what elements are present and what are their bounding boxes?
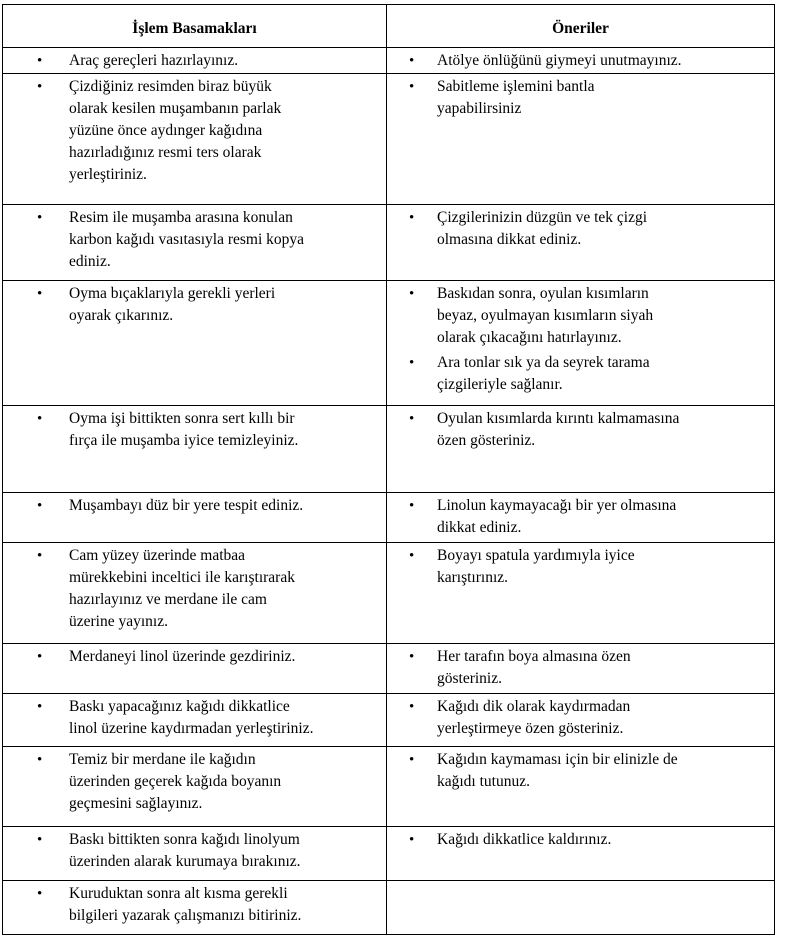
step-cell — [3, 543, 387, 644]
bullet-icon: • — [37, 53, 43, 69]
suggestion-list — [387, 495, 774, 539]
step-list — [3, 283, 386, 327]
list-item — [3, 749, 386, 815]
suggestion-text: Kağıdı dikkatlice kaldırınız. — [437, 831, 612, 848]
table-row — [3, 406, 775, 493]
suggestion-list — [387, 408, 774, 452]
suggestion-text: Atölye önlüğünü giymeyi unutmayınız. — [437, 52, 682, 69]
suggestion-list — [387, 50, 774, 72]
suggestion-text: Kağıdı dik olarak kaydırmadan yerleştirmeye özen gösteriniz. — [437, 698, 631, 737]
suggestion-list — [387, 696, 774, 740]
bullet-icon: • — [37, 210, 43, 226]
table-row — [3, 205, 775, 281]
step-text: Temiz bir merdane ile kağıdın üzerinden geçerek kağıda boyanın geçmesini sağlayınız. — [69, 751, 282, 812]
suggestion-cell — [387, 74, 775, 205]
step-list — [3, 749, 386, 815]
bullet-icon: • — [409, 286, 415, 302]
bullet-icon: • — [37, 79, 43, 95]
suggestion-text: Sabitleme işlemini bantla yapabilirsiniz — [437, 78, 595, 117]
list-item — [387, 283, 774, 349]
list-item — [3, 883, 386, 927]
step-list — [3, 646, 386, 668]
table-row — [3, 881, 775, 935]
suggestion-text: Baskıdan sonra, oyulan kısımların beyaz, oyulmayan kısımların siyah olarak çıkacağını hatırlayınız. — [437, 285, 654, 346]
step-text: Araç gereçleri hazırlayınız. — [69, 52, 239, 69]
table-row — [3, 493, 775, 543]
bullet-icon: • — [37, 699, 43, 715]
list-item — [3, 495, 386, 517]
bullet-icon: • — [37, 548, 43, 564]
step-cell — [3, 747, 387, 827]
step-list — [3, 408, 386, 452]
bullet-icon: • — [409, 411, 415, 427]
suggestion-list — [387, 207, 774, 251]
table-row — [3, 644, 775, 694]
step-text: Oyma işi bittikten sonra sert kıllı bir fırça ile muşamba iyice temizleyiniz. — [69, 410, 299, 449]
step-cell — [3, 281, 387, 406]
suggestion-cell — [387, 205, 775, 281]
step-cell — [3, 827, 387, 881]
suggestion-cell — [387, 881, 775, 935]
list-item — [387, 352, 774, 396]
bullet-icon: • — [37, 286, 43, 302]
suggestion-cell — [387, 827, 775, 881]
suggestion-list — [387, 749, 774, 793]
bullet-icon: • — [409, 832, 415, 848]
list-item — [3, 829, 386, 873]
step-text: Kuruduktan sonra alt kısma gerekli bilgileri yazarak çalışmanızı bitiriniz. — [69, 885, 302, 924]
table-row — [3, 747, 775, 827]
bullet-icon: • — [37, 832, 43, 848]
bullet-icon: • — [409, 649, 415, 665]
list-item — [387, 696, 774, 740]
step-text: Çizdiğiniz resimden biraz büyük olarak kesilen muşambanın parlak yüzüne önce aydınger kağıdına hazırladığınız resmi ters olarak yerleştiriniz. — [69, 78, 282, 183]
step-text: Baskı bittikten sonra kağıdı linolyum üzerinden alarak kurumaya bırakınız. — [69, 831, 301, 870]
steps-table — [2, 4, 775, 935]
step-text: Muşambayı düz bir yere tespit ediniz. — [69, 497, 304, 514]
list-item — [387, 495, 774, 539]
step-cell — [3, 881, 387, 935]
bullet-icon: • — [409, 355, 415, 371]
suggestion-text: Boyayı spatula yardımıyla iyice karıştırınız. — [437, 547, 635, 586]
header-suggestions: Öneriler — [387, 5, 775, 48]
suggestion-text: Kağıdın kaymaması için bir elinizle de kağıdı tutunuz. — [437, 751, 678, 790]
header-steps: İşlem Basamakları — [3, 5, 387, 48]
list-item — [3, 696, 386, 740]
suggestion-list — [387, 76, 774, 120]
table-body — [3, 48, 775, 935]
list-item — [3, 646, 386, 668]
step-text: Merdaneyi linol üzerinde gezdiriniz. — [69, 648, 296, 665]
step-text: Baskı yapacağınız kağıdı dikkatlice linol üzerine kaydırmadan yerleştiriniz. — [69, 698, 314, 737]
step-cell — [3, 406, 387, 493]
suggestion-text: Ara tonlar sık ya da seyrek tarama çizgileriyle sağlanır. — [437, 354, 650, 393]
bullet-icon: • — [409, 53, 415, 69]
header-row — [3, 5, 775, 48]
step-cell — [3, 493, 387, 543]
list-item — [3, 545, 386, 633]
step-text: Resim ile muşamba arasına konulan karbon kağıdı vasıtasıyla resmi kopya ediniz. — [69, 209, 305, 270]
step-list — [3, 883, 386, 927]
suggestion-list — [387, 829, 774, 851]
bullet-icon: • — [409, 699, 415, 715]
step-list — [3, 545, 386, 633]
list-item — [3, 50, 386, 72]
step-list — [3, 207, 386, 273]
step-cell — [3, 644, 387, 694]
bullet-icon: • — [37, 411, 43, 427]
bullet-icon: • — [37, 752, 43, 768]
list-item — [387, 829, 774, 851]
table-row — [3, 543, 775, 644]
step-cell — [3, 205, 387, 281]
step-cell — [3, 694, 387, 747]
step-cell — [3, 48, 387, 74]
table-row — [3, 827, 775, 881]
suggestion-cell — [387, 644, 775, 694]
bullet-icon: • — [409, 79, 415, 95]
bullet-icon: • — [409, 548, 415, 564]
list-item — [387, 207, 774, 251]
suggestion-text: Oyulan kısımlarda kırıntı kalmamasına özen gösteriniz. — [437, 410, 680, 449]
list-item — [387, 50, 774, 72]
suggestion-text: Her tarafın boya almasına özen gösteriniz. — [437, 648, 631, 687]
step-text: Cam yüzey üzerinde matbaa mürekkebini inceltici ile karıştırarak hazırlayınız ve merdane ile cam üzerine yayınız. — [69, 547, 295, 630]
bullet-icon: • — [409, 752, 415, 768]
table-row — [3, 74, 775, 205]
suggestion-cell — [387, 694, 775, 747]
bullet-icon: • — [409, 498, 415, 514]
suggestion-cell — [387, 493, 775, 543]
table-row — [3, 694, 775, 747]
suggestion-list — [387, 545, 774, 589]
list-item — [387, 646, 774, 690]
suggestion-text: Çizgilerinizin düzgün ve tek çizgi olmasına dikkat ediniz. — [437, 209, 648, 248]
bullet-icon: • — [37, 649, 43, 665]
step-cell — [3, 74, 387, 205]
step-list — [3, 495, 386, 517]
list-item — [387, 76, 774, 120]
step-list — [3, 829, 386, 873]
list-item — [387, 408, 774, 452]
table-row — [3, 48, 775, 74]
list-item — [3, 207, 386, 273]
step-list — [3, 696, 386, 740]
suggestion-list — [387, 283, 774, 396]
list-item — [387, 545, 774, 589]
list-item — [3, 76, 386, 186]
suggestion-cell — [387, 747, 775, 827]
suggestion-list — [387, 646, 774, 690]
table-row — [3, 281, 775, 406]
step-list — [3, 76, 386, 186]
list-item — [387, 749, 774, 793]
step-text: Oyma bıçaklarıyla gerekli yerleri oyarak çıkarınız. — [69, 285, 276, 324]
list-item — [3, 408, 386, 452]
suggestion-cell — [387, 406, 775, 493]
step-list — [3, 50, 386, 72]
bullet-icon: • — [37, 886, 43, 902]
suggestion-cell — [387, 48, 775, 74]
suggestion-cell — [387, 543, 775, 644]
bullet-icon: • — [37, 498, 43, 514]
list-item — [3, 283, 386, 327]
bullet-icon: • — [409, 210, 415, 226]
suggestion-text: Linolun kaymayacağı bir yer olmasına dikkat ediniz. — [437, 497, 677, 536]
suggestion-cell — [387, 281, 775, 406]
